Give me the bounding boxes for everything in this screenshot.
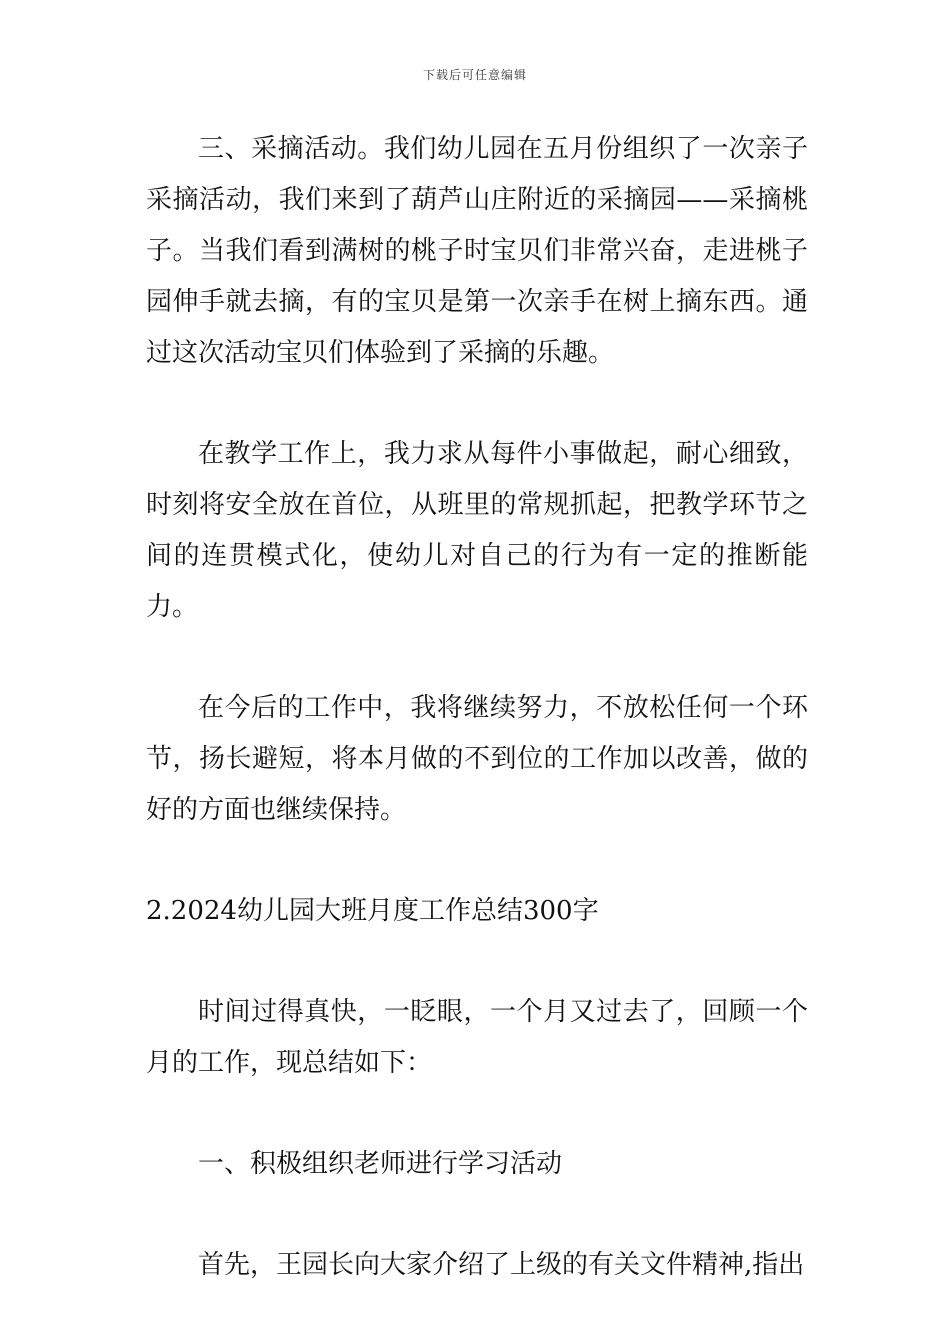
paragraph-gap bbox=[146, 379, 808, 429]
paragraph-gap bbox=[146, 836, 808, 886]
paragraph-gap bbox=[146, 1089, 808, 1139]
paragraph-picking-activity: 三、采摘活动。我们幼儿园在五月份组织了一次亲子采摘活动，我们来到了葫芦山庄附近的采摘园——采摘桃子。当我们看到满树的桃子时宝贝们非常兴奋，走进桃子园伸手就去摘，有的宝贝是第一次亲手在树上摘东西。通过这次活动宝贝们体验到了采摘的乐趣。 bbox=[146, 134, 808, 368]
paragraph-gap bbox=[146, 633, 808, 683]
paragraph-gap bbox=[146, 1190, 808, 1240]
page-header-note: 下载后可任意编辑 bbox=[422, 68, 527, 82]
document-body bbox=[146, 124, 808, 1291]
paragraph-time-flies: 时间过得真快，一眨眼，一个月又过去了，回顾一个月的工作，现总结如下： bbox=[146, 997, 808, 1078]
paragraph-future-work: 在今后的工作中，我将继续努力，不放松任何一个环节，扬长避短，将本月做的不到位的工作加以改善，做的好的方面也继续保持。 bbox=[146, 693, 808, 825]
subsection-heading: 一、积极组织老师进行学习活动 bbox=[198, 1149, 563, 1179]
paragraph-gap bbox=[146, 937, 808, 987]
section-heading: 2.2024幼儿园大班月度工作总结300字 bbox=[146, 896, 599, 926]
paragraph-teaching-work: 在教学工作上，我力求从每件小事做起，耐心细致，时刻将安全放在首位，从班里的常规抓起，把教学环节之间的连贯模式化，使幼儿对自己的行为有一定的推断能力。 bbox=[146, 439, 808, 622]
paragraph-first-point: 首先，王园长向大家介绍了上级的有关文件精神,指出 bbox=[198, 1250, 805, 1280]
